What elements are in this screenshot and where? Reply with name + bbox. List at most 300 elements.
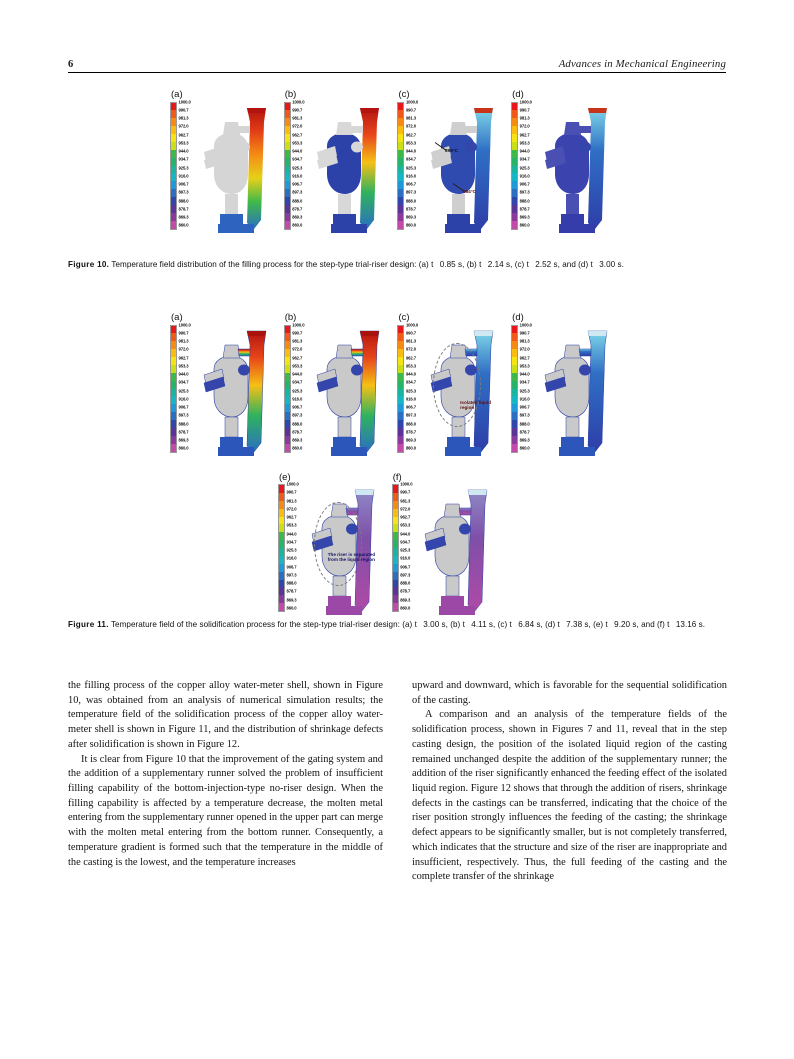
- legend-colour-bar: [511, 325, 518, 453]
- legend-swatch: [171, 118, 176, 126]
- temperature-colour-legend: [278, 481, 299, 612]
- panel-label: (c): [398, 89, 410, 100]
- body-paragraph: It is clear from Figure 10 that the improvement of the gating system and the addition of a supplementary runner solved the problem of insufficient filling capability of the bottom-injection-type no-riser design. When the filling capability is affected by a temperature decrease, the molten metal entering from the supplementary runner opened in the upper part can merge with the molten metal entering from the bottom runner. Consequently, a temperature gradient is formed such that the temperature in the middle of the casting is the lowest, and the temperature increases: [68, 753, 383, 868]
- isolated-liquid-region-outline: [433, 343, 481, 427]
- legend-tick-label: 906.7: [519, 404, 530, 410]
- legend-colour-bar: [284, 102, 291, 230]
- legend-tick-label: 944.0: [292, 371, 303, 377]
- legend-swatch: [512, 166, 517, 174]
- legend-tick-label: 962.7: [519, 132, 530, 137]
- legend-tick-label: 990.7: [519, 107, 530, 113]
- legend-tick-label: 1000.0: [400, 481, 413, 487]
- legend-tick-labels: [292, 322, 305, 453]
- legend-tick-label: 944.0: [178, 371, 189, 377]
- figure-panel-c: [397, 90, 497, 242]
- legend-swatch: [285, 333, 290, 341]
- legend-tick-label: 1000.0: [178, 99, 191, 104]
- legend-swatch: [285, 420, 290, 428]
- legend-tick-label: 934.7: [292, 379, 303, 385]
- legend-swatch: [171, 126, 176, 134]
- panel-body: [392, 481, 492, 624]
- legend-swatch: [285, 181, 290, 189]
- legend-tick-label: 934.7: [178, 379, 189, 385]
- legend-tick-label: 897.3: [286, 572, 297, 578]
- legend-swatch: [398, 436, 403, 444]
- casting-temperature-render: [192, 102, 270, 242]
- legend-tick-label: 888.0: [286, 580, 297, 586]
- legend-swatch: [171, 213, 176, 221]
- legend-swatch: [285, 381, 290, 389]
- legend-tick-label: 906.7: [292, 181, 303, 187]
- legend-tick-label: 990.7: [178, 330, 189, 336]
- legend-tick-label: 1000.0: [292, 322, 305, 327]
- legend-swatch: [393, 556, 398, 564]
- panel-body: [170, 322, 270, 465]
- legend-tick-label: 878.7: [292, 206, 303, 212]
- legend-tick-label: 897.3: [519, 189, 530, 195]
- legend-tick-label: 897.3: [178, 412, 189, 418]
- legend-swatch: [285, 221, 290, 229]
- legend-tick-label: 925.3: [519, 165, 530, 170]
- legend-tick-label: 916.0: [519, 173, 530, 179]
- legend-tick-labels: [400, 481, 413, 612]
- legend-swatch: [512, 118, 517, 126]
- panel-body: [511, 322, 611, 465]
- legend-swatch: [279, 517, 284, 525]
- legend-tick-label: 1000.0: [292, 99, 305, 104]
- legend-swatch: [279, 548, 284, 556]
- legend-tick-label: 1000.0: [405, 322, 419, 327]
- panel-annotation: The riser is separated from the liquid region: [327, 552, 376, 563]
- legend-tick-label: 981.3: [178, 115, 189, 121]
- legend-swatch: [398, 197, 403, 205]
- legend-swatch: [393, 524, 398, 532]
- body-column-left: [68, 679, 383, 885]
- legend-tick-label: 972.0: [178, 346, 189, 352]
- legend-tick-label: 878.7: [519, 429, 530, 435]
- legend-tick-label: 925.3: [286, 547, 297, 553]
- legend-tick-label: 897.3: [400, 572, 411, 578]
- legend-tick-label: 906.7: [178, 181, 189, 187]
- figure-11-caption-label: Figure 11.: [68, 620, 109, 629]
- legend-swatch: [393, 572, 398, 580]
- figure-11-caption: [68, 618, 728, 631]
- legend-tick-label: 962.7: [519, 355, 530, 360]
- legend-swatch: [512, 221, 517, 229]
- legend-swatch: [393, 595, 398, 603]
- legend-swatch: [279, 532, 284, 540]
- legend-tick-label: 878.7: [405, 429, 416, 435]
- casting-temperature-render: [305, 102, 383, 242]
- legend-swatch: [512, 142, 517, 150]
- temperature-colour-legend: [284, 99, 305, 230]
- legend-swatch: [285, 396, 290, 404]
- legend-tick-label: 878.7: [400, 588, 411, 594]
- legend-swatch: [398, 349, 403, 357]
- legend-tick-label: 981.3: [405, 115, 416, 121]
- legend-swatch: [285, 326, 290, 334]
- legend-tick-label: 981.3: [286, 498, 297, 503]
- legend-swatch: [512, 326, 517, 334]
- casting-temperature-render: [533, 325, 611, 465]
- legend-swatch: [512, 436, 517, 444]
- legend-swatch: [285, 404, 290, 412]
- panel-body: [511, 99, 611, 242]
- legend-swatch: [171, 333, 176, 341]
- temperature-colour-legend: [511, 322, 532, 453]
- legend-swatch: [279, 485, 284, 493]
- legend-swatch: [512, 189, 517, 197]
- legend-swatch: [512, 173, 517, 181]
- legend-colour-bar: [284, 325, 291, 453]
- legend-tick-label: 869.3: [519, 214, 530, 220]
- running-head: [68, 50, 726, 73]
- legend-tick-label: 925.3: [292, 165, 303, 170]
- legend-swatch: [512, 341, 517, 349]
- panel-label: (e): [279, 471, 291, 483]
- body-column-right: [412, 679, 727, 885]
- legend-tick-label: 869.3: [400, 597, 411, 602]
- legend-swatch: [398, 150, 403, 158]
- legend-tick-label: 906.7: [400, 564, 411, 569]
- legend-swatch: [285, 444, 290, 452]
- figure-panel-b: [284, 313, 384, 465]
- legend-swatch: [512, 349, 517, 357]
- figure-10-caption-label: Figure 10.: [68, 260, 110, 269]
- legend-swatch: [171, 404, 176, 412]
- legend-swatch: [398, 389, 403, 397]
- body-paragraph: the filling process of the copper alloy water-meter shell, shown in Figure 10, was obtained from an analysis of numerical simulation results; the temperature field of the solidification process of the copper alloy water-meter shell is shown in Figure 11, and the distribution of shrinkage defects after solidification is shown in Figure 12.: [68, 680, 383, 750]
- legend-swatch: [171, 189, 176, 197]
- legend-tick-label: 953.3: [178, 140, 189, 146]
- legend-tick-label: 981.3: [292, 338, 303, 344]
- legend-tick-label: 869.3: [292, 214, 303, 220]
- legend-tick-labels: [519, 322, 532, 453]
- legend-colour-bar: [392, 484, 399, 612]
- legend-tick-label: 944.0: [405, 371, 416, 377]
- legend-swatch: [171, 365, 176, 373]
- legend-swatch: [398, 205, 403, 213]
- legend-swatch: [512, 197, 517, 205]
- legend-swatch: [398, 428, 403, 436]
- legend-tick-label: 860.0: [292, 445, 303, 451]
- legend-tick-label: 962.7: [405, 355, 416, 360]
- panel-label: (a): [171, 312, 183, 323]
- panel-body: [278, 481, 378, 624]
- figure-panel-e: [278, 473, 378, 625]
- legend-swatch: [285, 357, 290, 365]
- legend-tick-labels: [292, 99, 305, 230]
- legend-tick-label: 1000.0: [405, 99, 419, 104]
- legend-tick-label: 953.3: [286, 522, 297, 528]
- legend-swatch: [171, 134, 176, 142]
- legend-tick-label: 962.7: [178, 132, 189, 137]
- legend-swatch: [171, 341, 176, 349]
- legend-tick-label: 981.3: [400, 498, 411, 503]
- legend-swatch: [393, 517, 398, 525]
- legend-tick-label: 962.7: [400, 514, 411, 520]
- legend-swatch: [393, 493, 398, 501]
- legend-tick-label: 990.7: [519, 330, 530, 336]
- legend-swatch: [285, 126, 290, 134]
- legend-colour-bar: [170, 102, 177, 230]
- legend-swatch: [512, 103, 517, 111]
- legend-swatch: [393, 509, 398, 517]
- legend-swatch: [171, 428, 176, 436]
- legend-tick-label: 934.7: [292, 156, 303, 162]
- casting-temperature-render: [533, 102, 611, 242]
- legend-swatch: [279, 564, 284, 572]
- legend-tick-label: 878.7: [292, 429, 303, 435]
- legend-swatch: [512, 181, 517, 189]
- figure-10-panel-row: [170, 90, 620, 242]
- legend-swatch: [512, 205, 517, 213]
- legend-tick-label: 944.0: [519, 148, 530, 154]
- legend-swatch: [512, 381, 517, 389]
- legend-swatch: [171, 110, 176, 118]
- legend-tick-label: 972.0: [292, 123, 303, 129]
- legend-tick-label: 953.3: [400, 522, 411, 528]
- legend-swatch: [393, 540, 398, 548]
- legend-tick-label: 869.3: [178, 214, 189, 220]
- panel-label: (c): [398, 312, 410, 323]
- isolated-liquid-region-outline: [314, 502, 362, 586]
- panel-label: (d): [512, 312, 524, 323]
- legend-tick-label: 972.0: [405, 123, 416, 129]
- figure-panel-a: [170, 90, 270, 242]
- legend-swatch: [393, 548, 398, 556]
- legend-swatch: [512, 150, 517, 158]
- panel-label: (a): [171, 89, 183, 100]
- legend-swatch: [171, 396, 176, 404]
- legend-tick-label: 1000.0: [178, 322, 191, 327]
- legend-tick-label: 897.3: [292, 189, 303, 195]
- legend-tick-label: 953.3: [519, 140, 530, 146]
- legend-tick-label: 953.3: [292, 363, 303, 369]
- legend-tick-label: 972.0: [400, 506, 411, 512]
- legend-tick-label: 878.7: [405, 206, 416, 212]
- legend-swatch: [393, 587, 398, 595]
- legend-swatch: [171, 158, 176, 166]
- legend-tick-label: 916.0: [405, 173, 416, 179]
- legend-swatch: [285, 142, 290, 150]
- legend-tick-label: 934.7: [286, 539, 297, 545]
- legend-swatch: [171, 444, 176, 452]
- legend-tick-label: 953.3: [292, 140, 303, 146]
- casting-temperature-render: [192, 325, 270, 465]
- legend-swatch: [285, 213, 290, 221]
- legend-swatch: [512, 428, 517, 436]
- figure-11-panel-row-2: [278, 473, 620, 625]
- legend-tick-label: 925.3: [405, 388, 416, 393]
- casting-temperature-render: [305, 325, 383, 465]
- body-columns: [68, 679, 728, 885]
- page-number: 6: [68, 59, 74, 70]
- legend-swatch: [285, 189, 290, 197]
- legend-swatch: [171, 166, 176, 174]
- legend-swatch: [398, 181, 403, 189]
- legend-tick-label: 972.0: [519, 123, 530, 129]
- legend-swatch: [398, 221, 403, 229]
- legend-tick-label: 906.7: [519, 181, 530, 187]
- legend-swatch: [398, 365, 403, 373]
- legend-tick-label: 925.3: [292, 388, 303, 393]
- casting-temperature-render: [413, 484, 491, 624]
- legend-swatch: [393, 603, 398, 611]
- legend-swatch: [398, 126, 403, 134]
- legend-swatch: [171, 349, 176, 357]
- legend-tick-labels: [405, 99, 419, 230]
- legend-swatch: [171, 381, 176, 389]
- legend-swatch: [512, 420, 517, 428]
- legend-colour-bar: [397, 325, 404, 453]
- legend-swatch: [512, 404, 517, 412]
- legend-tick-label: 916.0: [292, 173, 303, 179]
- legend-swatch: [279, 603, 284, 611]
- legend-tick-label: 878.7: [178, 206, 189, 212]
- legend-tick-label: 897.3: [405, 412, 416, 418]
- legend-swatch: [279, 524, 284, 532]
- panel-annotation: Isolated liquid region: [460, 399, 492, 410]
- legend-swatch: [279, 509, 284, 517]
- legend-tick-label: 878.7: [178, 429, 189, 435]
- legend-swatch: [512, 412, 517, 420]
- legend-swatch: [285, 412, 290, 420]
- body-paragraph: upward and downward, which is favorable for the sequential solidification of the casting.: [412, 680, 727, 706]
- temperature-colour-legend: [397, 322, 419, 453]
- legend-swatch: [398, 326, 403, 334]
- legend-swatch: [285, 349, 290, 357]
- temperature-colour-legend: [170, 99, 191, 230]
- legend-tick-label: 906.7: [178, 404, 189, 410]
- legend-tick-label: 981.3: [178, 338, 189, 344]
- legend-tick-label: 860.0: [400, 605, 411, 611]
- figure-11-caption-text: Temperature field of the solidification process for the step-type trial-riser design: (a) t 3.00 s, (b) t 4.11 s, (c) t 6.84 s, (d) t 7.38 s, (e) t 9.20 s, and (f) t 13.16 s.: [108, 620, 706, 629]
- legend-tick-label: 990.7: [292, 107, 303, 113]
- legend-swatch: [398, 381, 403, 389]
- panel-body: [397, 322, 497, 465]
- legend-swatch: [279, 572, 284, 580]
- legend-swatch: [285, 103, 290, 111]
- legend-swatch: [285, 389, 290, 397]
- legend-tick-label: 981.3: [292, 115, 303, 121]
- legend-tick-label: 888.0: [405, 198, 416, 203]
- legend-tick-label: 962.7: [405, 132, 416, 137]
- legend-swatch: [171, 420, 176, 428]
- legend-colour-bar: [278, 484, 285, 612]
- panel-body: [397, 99, 497, 242]
- legend-swatch: [171, 373, 176, 381]
- legend-swatch: [512, 213, 517, 221]
- legend-tick-label: 953.3: [519, 363, 530, 369]
- legend-tick-label: 897.3: [292, 412, 303, 418]
- legend-tick-label: 944.0: [286, 531, 297, 536]
- legend-tick-label: 990.7: [292, 330, 303, 336]
- legend-swatch: [512, 126, 517, 134]
- legend-swatch: [398, 444, 403, 452]
- legend-tick-label: 888.0: [178, 421, 189, 426]
- legend-swatch: [398, 357, 403, 365]
- legend-tick-label: 916.0: [178, 396, 189, 402]
- legend-tick-label: 972.0: [405, 346, 416, 352]
- legend-tick-label: 906.7: [405, 404, 416, 410]
- legend-swatch: [171, 205, 176, 213]
- legend-tick-label: 953.3: [178, 363, 189, 369]
- legend-tick-label: 916.0: [286, 555, 297, 561]
- legend-swatch: [398, 396, 403, 404]
- legend-tick-label: 990.7: [405, 107, 416, 113]
- legend-swatch: [285, 373, 290, 381]
- figure-panel-f: [392, 473, 492, 625]
- legend-swatch: [512, 357, 517, 365]
- figure-panel-a: [170, 313, 270, 465]
- legend-tick-label: 972.0: [292, 346, 303, 352]
- legend-tick-label: 869.3: [286, 597, 297, 602]
- legend-swatch: [279, 595, 284, 603]
- legend-swatch: [279, 540, 284, 548]
- figure-panel-d: [511, 313, 611, 465]
- legend-tick-label: 981.3: [405, 338, 416, 344]
- legend-tick-label: 972.0: [519, 346, 530, 352]
- legend-swatch: [393, 532, 398, 540]
- legend-swatch: [279, 587, 284, 595]
- legend-tick-label: 972.0: [286, 506, 297, 512]
- legend-swatch: [171, 103, 176, 111]
- legend-tick-label: 953.3: [405, 140, 416, 146]
- legend-swatch: [285, 365, 290, 373]
- figure-11-panel-row-1: [170, 313, 620, 465]
- legend-tick-label: 944.0: [519, 371, 530, 377]
- panel-label: (f): [392, 471, 402, 483]
- legend-tick-label: 860.0: [405, 445, 416, 451]
- legend-tick-label: 972.0: [178, 123, 189, 129]
- legend-swatch: [512, 333, 517, 341]
- legend-swatch: [393, 564, 398, 572]
- legend-tick-label: 860.0: [405, 222, 416, 228]
- legend-tick-label: 934.7: [400, 539, 411, 545]
- panel-body: [284, 99, 384, 242]
- temperature-colour-legend: [392, 481, 413, 612]
- legend-swatch: [398, 158, 403, 166]
- legend-tick-label: 906.7: [286, 564, 297, 569]
- legend-swatch: [512, 396, 517, 404]
- legend-swatch: [279, 493, 284, 501]
- legend-swatch: [285, 166, 290, 174]
- legend-tick-label: 944.0: [178, 148, 189, 154]
- legend-swatch: [285, 436, 290, 444]
- legend-swatch: [171, 173, 176, 181]
- legend-swatch: [398, 110, 403, 118]
- legend-swatch: [512, 110, 517, 118]
- legend-swatch: [512, 389, 517, 397]
- legend-swatch: [171, 326, 176, 334]
- figure-panel-d: [511, 90, 611, 242]
- legend-swatch: [398, 118, 403, 126]
- legend-swatch: [512, 158, 517, 166]
- legend-swatch: [171, 389, 176, 397]
- legend-tick-label: 934.7: [519, 379, 530, 385]
- legend-tick-label: 860.0: [286, 605, 297, 611]
- legend-swatch: [171, 221, 176, 229]
- legend-tick-label: 934.7: [178, 156, 189, 162]
- legend-tick-label: 897.3: [405, 189, 416, 195]
- legend-tick-label: 990.7: [178, 107, 189, 113]
- legend-tick-label: 878.7: [519, 206, 530, 212]
- legend-swatch: [398, 404, 403, 412]
- legend-tick-label: 869.3: [519, 437, 530, 443]
- legend-tick-label: 990.7: [405, 330, 416, 336]
- legend-tick-label: 1000.0: [519, 322, 532, 327]
